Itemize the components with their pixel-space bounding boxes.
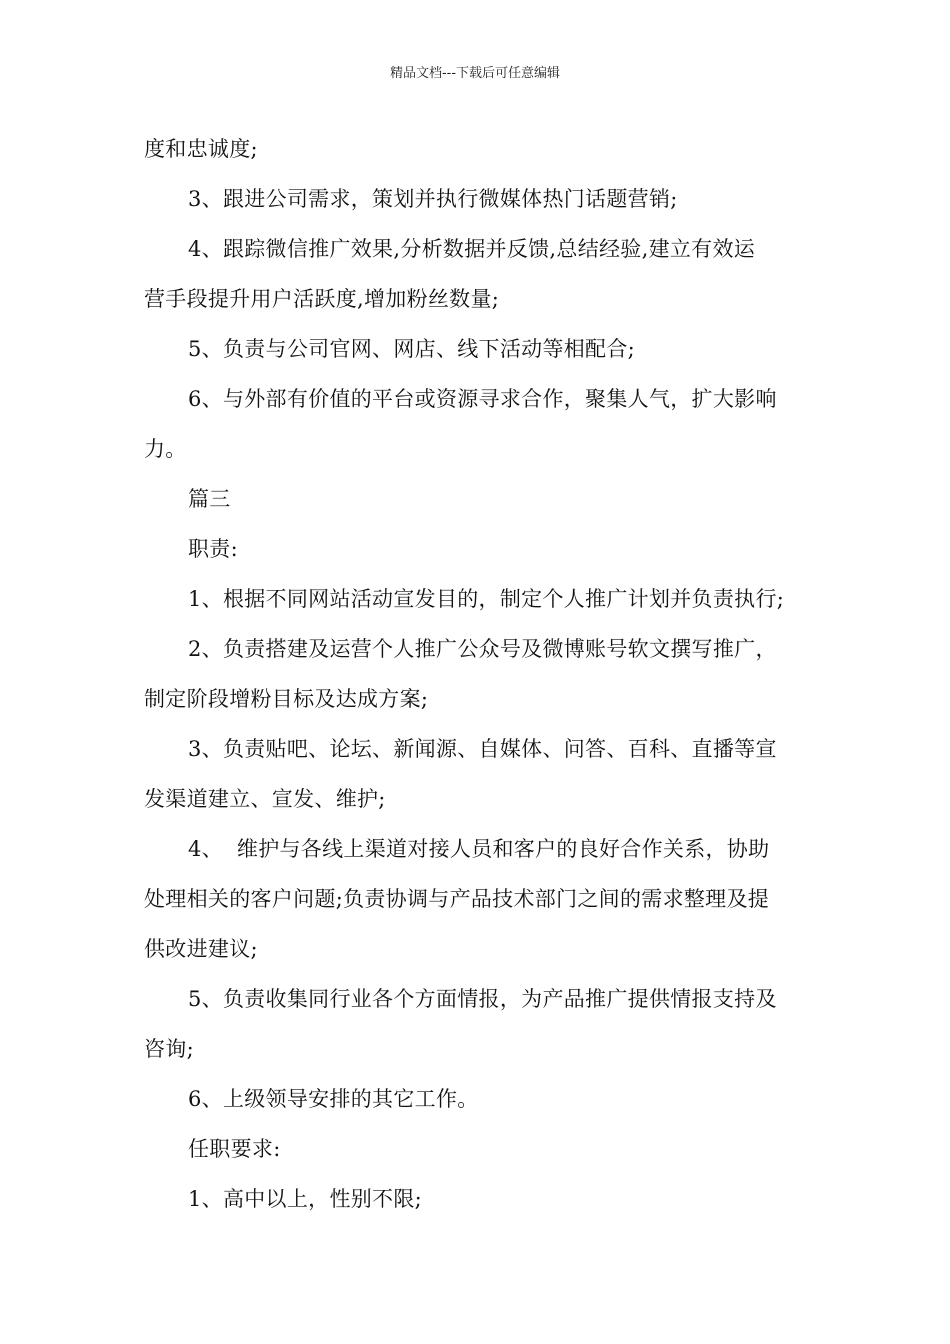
text-line: 供改进建议;: [144, 937, 258, 961]
document-body: [144, 124, 809, 1224]
section-subtitle: 职责:: [188, 537, 238, 561]
text-line: 6、与外部有价值的平台或资源寻求合作，聚集人气，扩大影响: [188, 387, 777, 411]
section-subtitle: 任职要求:: [188, 1137, 281, 1161]
text-line: 5、负责收集同行业各个方面情报，为产品推广提供情报支持及: [188, 987, 777, 1011]
text-line: 6、上级领导安排的其它工作。: [188, 1087, 479, 1111]
text-line: 制定阶段增粉目标及达成方案;: [144, 687, 429, 711]
text-line: 发渠道建立、宣发、维护;: [144, 787, 386, 811]
text-line: 度和忠诚度;: [144, 137, 258, 161]
text-line: 3、负责贴吧、论坛、新闻源、自媒体、问答、百科、直播等宣: [188, 737, 777, 761]
text-line: 1、根据不同网站活动宣发目的，制定个人推广计划并负责执行;: [188, 587, 785, 611]
text-line: 3、跟进公司需求，策划并执行微媒体热门话题营销;: [188, 187, 678, 211]
text-line: 营手段提升用户活跃度,增加粉丝数量;: [144, 287, 500, 311]
text-line: 力。: [144, 437, 187, 461]
page-header: 精品文档---下载后可任意编辑: [389, 66, 561, 81]
text-line: 处理相关的客户问题;负责协调与产品技术部门之间的需求整理及提: [144, 887, 770, 911]
text-line: 5、负责与公司官网、网店、线下活动等相配合;: [188, 337, 636, 361]
text-line: 4、跟踪微信推广效果,分析数据并反馈,总结经验,建立有效运: [188, 237, 756, 261]
text-line: 4、 维护与各线上渠道对接人员和客户的良好合作关系，协助: [188, 837, 770, 861]
text-line: 1、高中以上，性别不限;: [188, 1187, 423, 1211]
text-line: 咨询;: [144, 1037, 194, 1061]
section-title: 篇三: [188, 487, 231, 511]
text-line: 2、负责搭建及运营个人推广公众号及微博账号软文撰写推广，: [188, 637, 777, 661]
